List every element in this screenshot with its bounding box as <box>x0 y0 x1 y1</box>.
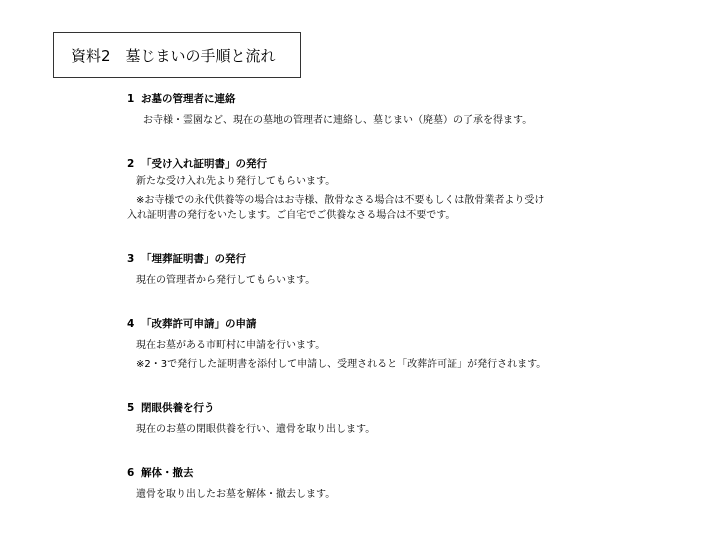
step-3 <box>127 251 597 288</box>
step-title: 「改葬許可申請」の申請 <box>141 318 257 330</box>
step-2 <box>127 156 597 223</box>
step-note-continued: 入れ証明書の発行をいたします。ご自宅でご供養なさる場合は不要です。 <box>127 210 456 221</box>
document-title: 資料2 墓じまいの手順と流れ <box>71 46 276 65</box>
step-text: 現在お墓がある市町村に申請を行います。 <box>136 340 326 351</box>
step-text: 現在のお墓の閉眼供養を行い、遺骨を取り出します。 <box>136 424 376 435</box>
step-heading <box>127 156 597 172</box>
step-number: 6 <box>127 467 135 479</box>
step-title: お墓の管理者に連絡 <box>141 93 236 105</box>
step-1 <box>127 91 597 128</box>
step-4 <box>127 316 597 372</box>
step-title: 閉眼供養を行う <box>141 402 215 414</box>
step-6 <box>127 465 597 502</box>
procedure-list <box>127 91 597 502</box>
step-title: 解体・撤去 <box>141 467 194 479</box>
step-text: 新たな受け入れ先より発行してもらいます。 <box>136 176 336 187</box>
step-number: 5 <box>127 402 135 414</box>
step-title: 「受け入れ証明書」の発行 <box>141 158 267 170</box>
step-note: ※2・3で発行した証明書を添付して申請し、受理されると「改葬許可証」が発行されます。 <box>136 359 547 370</box>
step-title: 「埋葬証明書」の発行 <box>141 253 246 265</box>
step-number: 4 <box>127 318 135 330</box>
step-text: 遺骨を取り出したお墓を解体・撤去します。 <box>136 489 336 500</box>
step-heading <box>127 91 597 107</box>
step-note: ※お寺様での永代供養等の場合はお寺様、散骨なさる場合は不要もしくは散骨業者より受け <box>136 195 545 206</box>
step-text: お寺様・霊園など、現在の墓地の管理者に連絡し、墓じまい（廃墓）の了承を得ます。 <box>143 115 533 126</box>
step-text: 現在の管理者から発行してもらいます。 <box>136 275 316 286</box>
document-title-box <box>53 32 301 78</box>
step-heading <box>127 251 597 267</box>
step-5 <box>127 400 597 437</box>
step-number: 1 <box>127 93 135 105</box>
step-heading <box>127 465 597 481</box>
step-heading <box>127 400 597 416</box>
step-number: 2 <box>127 158 135 170</box>
step-heading <box>127 316 597 332</box>
step-number: 3 <box>127 253 135 265</box>
